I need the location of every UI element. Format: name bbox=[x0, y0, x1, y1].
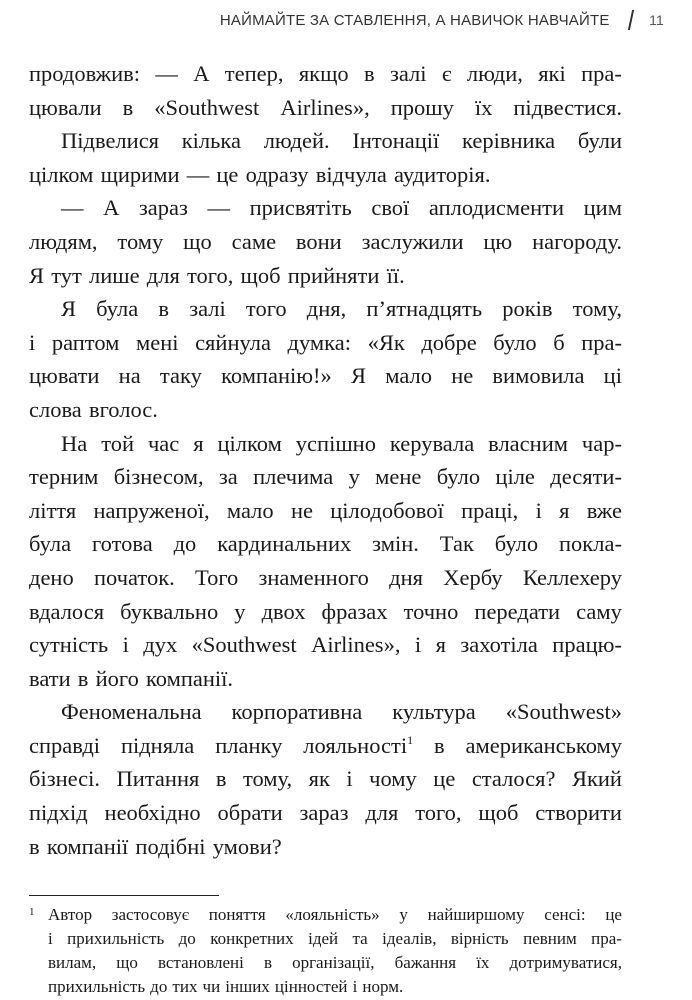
word: покла- bbox=[559, 531, 622, 557]
text-line bbox=[29, 729, 622, 763]
word: Який bbox=[571, 766, 622, 792]
word: була bbox=[96, 296, 139, 322]
word: конкретних bbox=[210, 929, 294, 948]
text-line bbox=[29, 57, 622, 91]
text-line bbox=[29, 695, 622, 729]
footnote-marker: 1 bbox=[29, 906, 35, 918]
word: тому, bbox=[572, 296, 622, 322]
word: вже bbox=[586, 497, 622, 523]
text-line bbox=[29, 762, 622, 796]
word: цювати bbox=[29, 363, 100, 389]
word: вірність bbox=[450, 929, 509, 948]
body-text bbox=[29, 57, 622, 863]
word: для bbox=[365, 800, 399, 826]
word: б bbox=[553, 329, 565, 355]
word: того, bbox=[187, 262, 234, 288]
footnote-line bbox=[29, 951, 622, 975]
word: до bbox=[150, 977, 168, 996]
word: щирими bbox=[100, 161, 180, 187]
word: бізнесі. bbox=[29, 766, 101, 792]
text-line bbox=[29, 225, 622, 259]
word: та bbox=[352, 929, 368, 948]
word: добре bbox=[421, 329, 477, 355]
word: мало bbox=[226, 497, 274, 523]
word: людей. bbox=[263, 128, 330, 154]
word: двох bbox=[261, 598, 306, 624]
word: ці bbox=[603, 363, 622, 389]
word: залі bbox=[389, 61, 427, 86]
word: вони bbox=[295, 228, 342, 254]
word: цю bbox=[483, 228, 513, 254]
word: — bbox=[207, 195, 230, 221]
word: зараз bbox=[299, 800, 349, 826]
word: це bbox=[605, 905, 622, 924]
word: того, bbox=[415, 800, 462, 826]
word: Airlines», bbox=[311, 632, 401, 658]
word: в bbox=[434, 732, 445, 758]
word: не bbox=[290, 497, 313, 523]
word: буквально bbox=[120, 598, 219, 624]
word: залі bbox=[189, 296, 226, 322]
word: праці, bbox=[461, 497, 519, 523]
word: і bbox=[29, 329, 36, 355]
word: щоб bbox=[240, 262, 281, 288]
footnote bbox=[29, 903, 622, 999]
word: і bbox=[414, 632, 422, 658]
word: десяти- bbox=[550, 464, 622, 490]
running-head-separator bbox=[627, 10, 633, 30]
running-head-title: НАЙМАЙТЕ ЗА СТАВЛЕННЯ, А НАВИЧОК НАВЧАЙТЕ bbox=[219, 11, 610, 29]
word: цінностей bbox=[274, 977, 348, 996]
text-line bbox=[29, 191, 622, 225]
word: аплодисменти bbox=[428, 195, 565, 221]
word: людям, bbox=[29, 228, 98, 254]
word: люди, bbox=[466, 61, 523, 86]
word: і bbox=[346, 766, 353, 792]
word: умови? bbox=[212, 833, 282, 859]
footnote-line bbox=[29, 927, 622, 951]
footnote-rule bbox=[29, 895, 219, 896]
text-line bbox=[29, 830, 622, 864]
word: знаменного bbox=[258, 564, 369, 590]
word: Того bbox=[195, 564, 239, 590]
word: вдалося bbox=[29, 598, 105, 624]
word: мало bbox=[385, 363, 432, 389]
word: Я bbox=[351, 363, 367, 389]
word: плечима bbox=[253, 464, 334, 490]
word: вати bbox=[29, 665, 71, 691]
word: що bbox=[116, 953, 138, 972]
word: Автор bbox=[48, 905, 93, 924]
word: як bbox=[308, 766, 330, 792]
text-line bbox=[29, 259, 622, 293]
word: це bbox=[216, 161, 239, 187]
word: було bbox=[436, 464, 481, 490]
word: за bbox=[218, 464, 238, 490]
word: п’ятнадцять bbox=[366, 296, 483, 322]
word: вимовила bbox=[492, 363, 585, 389]
word: ідеалів, bbox=[382, 929, 437, 948]
word: того bbox=[245, 296, 287, 322]
word: тих bbox=[172, 977, 198, 996]
text-line bbox=[29, 158, 622, 192]
word: Келлехеру bbox=[522, 564, 622, 590]
word: заслужили bbox=[361, 228, 464, 254]
word: одразу bbox=[245, 161, 309, 187]
word: вилам, bbox=[48, 953, 97, 972]
word: для bbox=[146, 262, 180, 288]
word: цілком bbox=[217, 430, 282, 456]
word: напруженої, bbox=[93, 497, 210, 523]
word: в bbox=[122, 94, 134, 120]
word: тепер, bbox=[224, 61, 284, 86]
word: Я bbox=[61, 296, 77, 322]
text-line bbox=[29, 91, 622, 125]
word: саму bbox=[576, 598, 622, 624]
word: пра- bbox=[591, 929, 622, 948]
word: точно bbox=[403, 598, 459, 624]
word: і bbox=[48, 929, 53, 948]
word: створити bbox=[535, 800, 622, 826]
word: А bbox=[103, 195, 120, 221]
word: щоб bbox=[478, 800, 519, 826]
running-head bbox=[220, 8, 664, 32]
word: час bbox=[147, 430, 180, 456]
word: цювали bbox=[29, 94, 102, 120]
word: аудиторія. bbox=[394, 161, 491, 187]
word: «Southwest» bbox=[505, 699, 622, 725]
text-line bbox=[29, 427, 622, 461]
word: є bbox=[441, 61, 452, 86]
word: компанію!» bbox=[221, 363, 332, 389]
word: було bbox=[493, 329, 537, 355]
word: «лояльність» bbox=[285, 905, 380, 924]
word: змін. bbox=[372, 531, 419, 557]
word: тут bbox=[51, 262, 82, 288]
word: Питання bbox=[116, 766, 200, 792]
word: початок. bbox=[93, 564, 175, 590]
word: в bbox=[263, 953, 272, 972]
text-line bbox=[29, 527, 622, 561]
word: які bbox=[538, 61, 566, 86]
word: прихильність bbox=[48, 977, 146, 996]
word: дотримуватися, bbox=[509, 953, 622, 972]
word: «Southwest bbox=[191, 632, 297, 658]
word: підняла bbox=[120, 732, 195, 758]
word: кілька bbox=[181, 128, 241, 154]
word: у bbox=[234, 598, 246, 624]
word: Airlines», bbox=[280, 94, 370, 120]
word: чому bbox=[369, 766, 417, 792]
word: я bbox=[559, 497, 570, 523]
word: успішно bbox=[295, 430, 376, 456]
word: нагороду. bbox=[532, 228, 622, 254]
word: Феноменальна bbox=[61, 699, 202, 725]
word: дух bbox=[143, 632, 178, 658]
word: пра- bbox=[581, 61, 622, 86]
word: готова bbox=[91, 531, 153, 557]
word: цілодобової bbox=[330, 497, 444, 523]
word: років bbox=[502, 296, 553, 322]
word: обрати bbox=[217, 800, 283, 826]
word: таку bbox=[159, 363, 202, 389]
word: лише bbox=[89, 262, 140, 288]
word: норм. bbox=[362, 977, 404, 996]
word: тому bbox=[117, 228, 164, 254]
word: продовжив: bbox=[29, 61, 141, 86]
text-line bbox=[29, 359, 622, 393]
word: терним bbox=[29, 464, 99, 490]
word: дня bbox=[389, 564, 423, 590]
word: фразах bbox=[321, 598, 388, 624]
word: бажання bbox=[394, 953, 457, 972]
word: керівника bbox=[462, 128, 556, 154]
text-line bbox=[29, 561, 622, 595]
word: дня, bbox=[306, 296, 347, 322]
word: встановлені bbox=[157, 953, 244, 972]
word: подібні bbox=[135, 833, 206, 859]
word: — bbox=[61, 195, 84, 221]
word: підвестися. bbox=[513, 94, 622, 120]
word: чар- bbox=[581, 430, 622, 456]
text-line bbox=[29, 796, 622, 830]
word: справді bbox=[29, 732, 101, 758]
word: бізнесом, bbox=[113, 464, 204, 490]
footnote-line bbox=[29, 903, 622, 927]
word: дено bbox=[29, 564, 74, 590]
word: передати bbox=[474, 598, 561, 624]
word: була bbox=[29, 531, 72, 557]
word: необхідно bbox=[104, 800, 201, 826]
word: ліття bbox=[29, 497, 77, 523]
footnote-reference: 1 bbox=[407, 732, 414, 747]
word: на bbox=[118, 363, 141, 389]
word: в bbox=[215, 766, 227, 792]
word: підхід bbox=[29, 800, 88, 826]
word: На bbox=[61, 430, 88, 456]
word: Підвелися bbox=[61, 128, 160, 154]
word: ідей bbox=[308, 929, 339, 948]
word: тому, bbox=[242, 766, 293, 792]
word: керувала bbox=[389, 430, 475, 456]
word: його bbox=[95, 665, 139, 691]
word: раптом bbox=[51, 329, 120, 355]
text-line bbox=[29, 595, 622, 629]
word: були bbox=[577, 128, 622, 154]
word: я bbox=[193, 430, 204, 456]
word: і bbox=[535, 497, 542, 523]
word: слова bbox=[29, 396, 82, 422]
word: думка: bbox=[287, 329, 351, 355]
word: сутність bbox=[29, 632, 109, 658]
text-line bbox=[29, 292, 622, 326]
word: застосовує bbox=[111, 905, 190, 924]
word: компанії bbox=[46, 833, 129, 859]
word: інших bbox=[225, 977, 270, 996]
word: «Як bbox=[367, 329, 405, 355]
word: зараз bbox=[138, 195, 188, 221]
text-line bbox=[29, 662, 622, 696]
word: до bbox=[178, 929, 196, 948]
text-line bbox=[29, 124, 622, 158]
word: — bbox=[155, 61, 178, 86]
word: «Southwest bbox=[154, 94, 260, 120]
word: найширшому bbox=[427, 905, 525, 924]
word: американському bbox=[465, 732, 622, 758]
word: чи bbox=[202, 977, 221, 996]
word: культура bbox=[392, 699, 476, 725]
word: присвятіть bbox=[249, 195, 352, 221]
word: не bbox=[451, 363, 474, 389]
word: сяйнула bbox=[195, 329, 271, 355]
word: свої bbox=[371, 195, 410, 221]
word: корпоративна bbox=[231, 699, 363, 725]
footnote-line bbox=[29, 975, 622, 999]
word: певним bbox=[523, 929, 577, 948]
word: власним bbox=[488, 430, 568, 456]
word: організації, bbox=[292, 953, 375, 972]
text-line bbox=[29, 326, 622, 360]
text-line bbox=[29, 460, 622, 494]
word: Так bbox=[439, 531, 474, 557]
word: поняття bbox=[208, 905, 266, 924]
word: Інтонації bbox=[352, 128, 440, 154]
word: було bbox=[494, 531, 539, 557]
word: вголос. bbox=[88, 396, 158, 422]
word: мені bbox=[135, 329, 179, 355]
word: прошу bbox=[390, 94, 454, 120]
word: працю- bbox=[552, 632, 622, 658]
word: їх bbox=[474, 94, 493, 120]
word: я bbox=[435, 632, 446, 658]
word: пра- bbox=[581, 329, 622, 355]
word: ціле bbox=[495, 464, 535, 490]
word: в bbox=[29, 833, 40, 859]
word: що bbox=[183, 228, 212, 254]
word: лояльності$^1$ bbox=[303, 732, 414, 758]
word: і bbox=[122, 632, 129, 658]
text-line bbox=[29, 628, 622, 662]
word: в bbox=[77, 665, 89, 691]
word: мене bbox=[375, 464, 422, 490]
word: сенсі: bbox=[544, 905, 586, 924]
word: — bbox=[186, 161, 210, 187]
word: до bbox=[173, 531, 197, 557]
text-line bbox=[29, 393, 622, 427]
word: їх bbox=[476, 953, 490, 972]
word: той bbox=[101, 430, 135, 456]
word: прихильність bbox=[67, 929, 165, 948]
word: Я bbox=[29, 262, 45, 288]
word: в bbox=[158, 296, 170, 322]
word: А bbox=[193, 61, 210, 86]
text-line bbox=[29, 494, 622, 528]
word: захотіла bbox=[460, 632, 538, 658]
word: і bbox=[352, 977, 358, 996]
word: її. bbox=[386, 262, 405, 288]
word: саме bbox=[231, 228, 277, 254]
word: прийняти bbox=[287, 262, 380, 288]
page-number: 11 bbox=[649, 12, 664, 28]
word: Хербу bbox=[443, 564, 503, 590]
word: якщо bbox=[298, 61, 349, 86]
word: у bbox=[399, 905, 408, 924]
word: цим bbox=[583, 195, 622, 221]
word: кардинальних bbox=[217, 531, 352, 557]
word: планку bbox=[215, 732, 283, 758]
word: відчула bbox=[315, 161, 387, 187]
word: цілком bbox=[29, 161, 94, 187]
word: це bbox=[433, 766, 456, 792]
word: компанії. bbox=[146, 665, 234, 691]
word: сталося? bbox=[471, 766, 556, 792]
word: в bbox=[364, 61, 375, 86]
word: у bbox=[348, 464, 360, 490]
